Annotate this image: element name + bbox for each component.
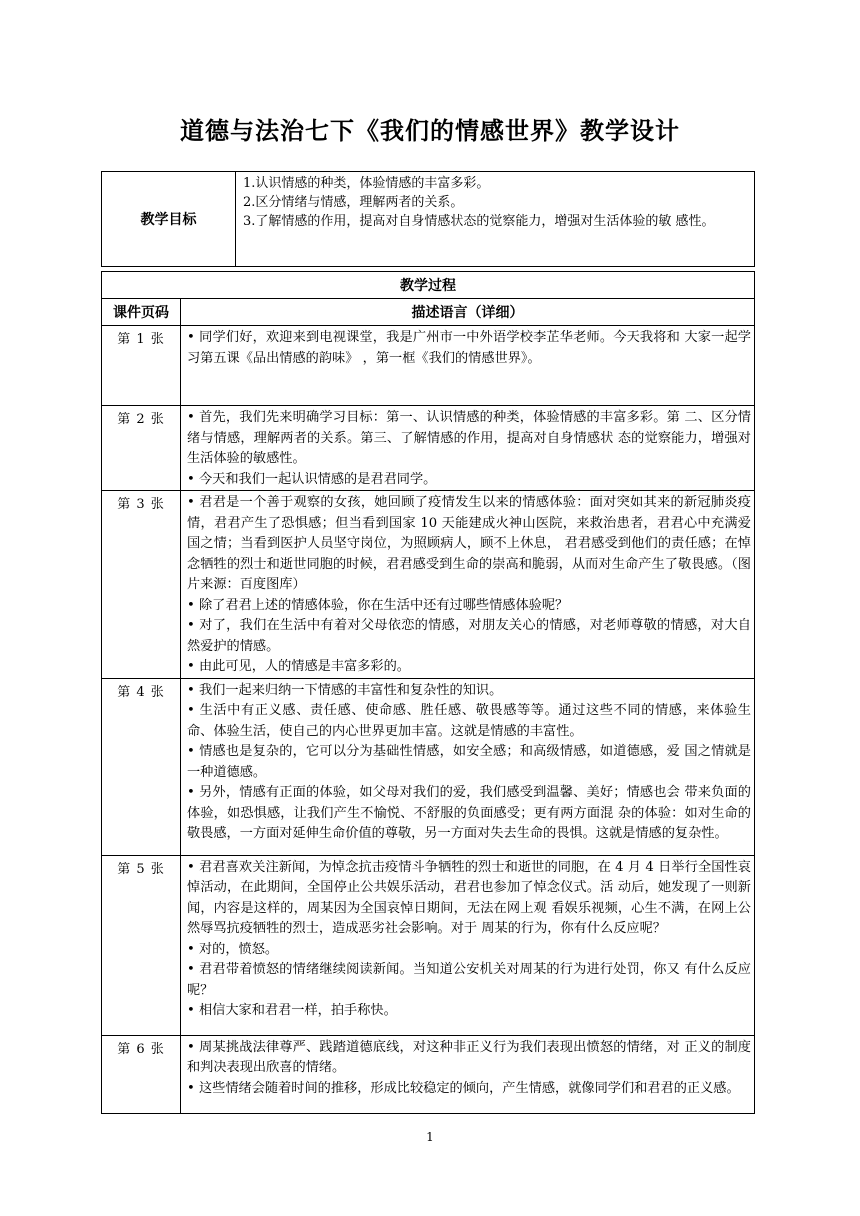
process-title: 教学过程 <box>102 272 755 299</box>
document-title: 道德与法治七下《我们的情感世界》教学设计 <box>180 117 680 145</box>
table-row <box>102 406 755 491</box>
description-line: • 这些情绪会随着时间的推移，形成比较稳定的倾向，产生情感，就像同学们和君君的正义感。 <box>187 1080 740 1096</box>
goal-item: 3.了解情感的作用，提高对自身情感状态的觉察能力，增强对生活体验的敏 感性。 <box>243 214 715 229</box>
table-row <box>102 678 755 855</box>
description-line: • 今天和我们一起认识情感的是君君同学。 <box>187 471 437 487</box>
table-row <box>102 1035 755 1113</box>
slide-description <box>181 1035 755 1113</box>
slide-description <box>181 491 755 679</box>
description-line: • 另外，情感有正面的体验，如父母对我们的爱，我们感受到温馨、美好；情感也会 带来负面的体验，如恐惧感，让我们产生不愉悦、不舒服的负面感受；更有两方面混 杂的体验：如对生命的敬畏感，一方面对延伸生命价值的尊敬，另一方面对失去生命的畏惧。这就是情感的复杂性。 <box>187 785 751 841</box>
slide-number: 第 2 张 <box>102 406 181 491</box>
description-line: • 对了，我们在生活中有着对父母依恋的情感，对朋友关心的情感，对老师尊敬的情感，对大自然爱护的情感。 <box>187 618 751 654</box>
slide-number: 第 3 张 <box>102 491 181 679</box>
goals-label: 教学目标 <box>102 172 236 267</box>
description-line: • 同学们好，欢迎来到电视课堂，我是广州市一中外语学校李芷华老师。今天我将和 大家一起学习第五课《品出情感的韵味》 ，第一框《我们的情感世界》。 <box>187 330 751 366</box>
description-line: • 相信大家和君君一样，拍手称快。 <box>187 1003 397 1018</box>
description-line: • 情感也是复杂的，它可以分为基础性情感，如安全感；和高级情感，如道德感，爱 国之情就是一种道德感。 <box>187 744 751 780</box>
slide-number: 第 6 张 <box>102 1035 181 1113</box>
description-line: • 对的，愤怒。 <box>187 941 279 957</box>
goals-table <box>101 171 755 267</box>
description-line: • 我们一起来归纳一下情感的丰富性和复杂性的知识。 <box>187 682 503 698</box>
slide-description <box>181 326 755 406</box>
table-row <box>102 855 755 1035</box>
column-header-page: 课件页码 <box>102 299 181 326</box>
description-line: • 君君喜欢关注新闻，为悼念抗击疫情斗争牺牲的烈士和逝世的同胞，在 4 月 4 日举行全国性哀悼活动，在此期间，全国停止公共娱乐活动，君君也参加了悼念仪式。活 动后，她发现了一则新闻，内容是这样的，周某因为全国哀悼日期间，无法在网上观 看娱乐视频，心生不满，在网上公然辱骂抗疫牺牲的烈士，造成恶劣社会影响。对于 周某的行为，你有什么反应呢？ <box>187 859 751 936</box>
slide-description <box>181 406 755 491</box>
description-line: • 周某挑战法律尊严、践踏道德底线，对这种非正义行为我们表现出愤怒的情绪，对 正义的制度和判决表现出欣喜的情绪。 <box>187 1039 751 1075</box>
description-line: • 由此可见，人的情感是丰富多彩的。 <box>187 659 410 674</box>
description-line: • 首先，我们先来明确学习目标：第一、认识情感的种类，体验情感的丰富多彩。第 二、区分情绪与情感，理解两者的关系。第三、了解情感的作用，提高对自身情感状 态的觉察能力，增强对生活体验的敏感性。 <box>187 410 751 466</box>
page-number: 1 <box>426 1130 434 1144</box>
column-header-description: 描述语言（详细） <box>181 299 755 326</box>
table-row <box>102 326 755 406</box>
description-line: • 生活中有正义感、责任感、使命感、胜任感、敬畏感等等。通过这些不同的情感，来体验生命、体验生活，使自己的内心世界更加丰富。这就是情感的丰富性。 <box>187 703 751 739</box>
slide-description <box>181 678 755 855</box>
slide-number: 第 4 张 <box>102 678 181 855</box>
goal-item: 2.区分情绪与情感，理解两者的关系。 <box>243 195 464 210</box>
table-row <box>102 491 755 679</box>
process-table <box>101 271 755 1114</box>
slide-number: 第 1 张 <box>102 326 181 406</box>
description-line: • 君君带着愤怒的情绪继续阅读新闻。当知道公安机关对周某的行为进行处罚，你又 有什么反应呢？ <box>187 962 751 998</box>
description-line: • 除了君君上述的情感体验，你在生活中还有过哪些情感体验呢？ <box>187 597 569 613</box>
slide-number: 第 5 张 <box>102 855 181 1035</box>
goals-list <box>236 172 755 267</box>
description-line: • 君君是一个善于观察的女孩，她回顾了疫情发生以来的情感体验：面对突如其来的新冠肺炎疫情，君君产生了恐惧感；但当看到国家 10 天能建成火神山医院，来救治患者，君君心中充满爱国之情；当看到医护人员坚守岗位，为照顾病人，顾不上休息， 君君感受到他们的责任感；在悼念牺牲的烈士和逝世同胞的时候，君君感受到生命的崇高和脆弱，从而对生命产生了敬畏感。（图片来源：百度图库） <box>187 495 751 592</box>
goal-item: 1.认识情感的种类，体验情感的丰富多彩。 <box>243 176 490 191</box>
slide-description <box>181 855 755 1035</box>
